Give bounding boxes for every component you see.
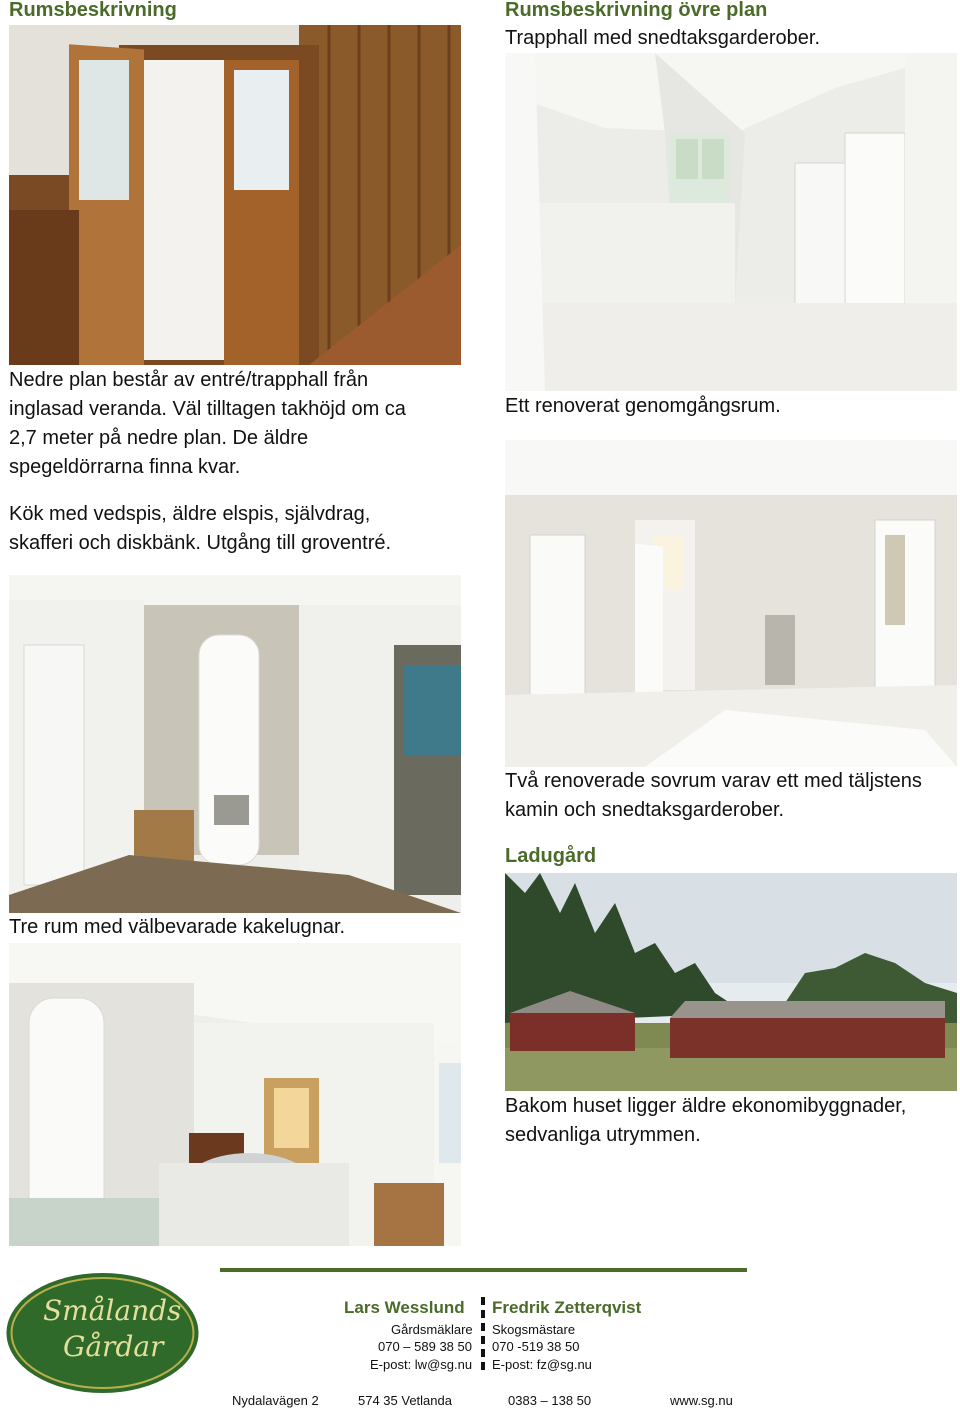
caption-bedrooms (505, 767, 922, 825)
smalands-gardar-logo (5, 1272, 200, 1394)
text-line: Nedre plan består av entré/trapphall från (9, 369, 369, 391)
right-heading: Rumsbeskrivning övre plan (505, 0, 768, 21)
text-line: sedvanliga utrymmen. (505, 1124, 701, 1146)
text-line: 2,7 meter på nedre plan. De äldre (9, 427, 309, 449)
caption-barn (505, 1092, 906, 1150)
caption-tiled-stoves: Tre rum med välbevarade kakelugnar. (9, 916, 346, 938)
photo-kitchen-stove (9, 575, 461, 913)
text-line: Bakom huset ligger äldre ekonomibyggnader, (505, 1095, 907, 1117)
divider-dot (481, 1310, 485, 1318)
photo-upper-stairhall (505, 53, 957, 391)
contact-name-fredrik: Fredrik Zetterqvist (492, 1298, 642, 1317)
footer-web-link[interactable]: www.sg.nu (670, 1393, 733, 1408)
divider-dot (481, 1336, 485, 1344)
photo-room-tiled-stove (9, 943, 461, 1246)
text-line: kamin och snedtaksgarderober. (505, 799, 785, 821)
text-line: Två renoverade sovrum varav ett med täljstens (505, 770, 922, 792)
divider-dot (481, 1349, 485, 1357)
text-line: skafferi och diskbänk. Utgång till groventré. (9, 532, 392, 554)
contact-email-fredrik[interactable]: E-post: fz@sg.nu (492, 1357, 592, 1372)
footer-rule (220, 1268, 747, 1272)
contact-title-lars: Gårdsmäklare (391, 1322, 473, 1337)
barn-heading: Ladugård (505, 845, 597, 867)
logo-line-2: Gårdar (63, 1330, 164, 1363)
divider-dot (481, 1297, 485, 1305)
divider-dot (481, 1323, 485, 1331)
paragraph-lower-floor (9, 366, 406, 482)
caption-stairhall: Trapphall med snedtaksgarderober. (505, 27, 820, 49)
contact-name-lars: Lars Wesslund (344, 1298, 465, 1317)
footer-postal: 574 35 Vetlanda (358, 1393, 452, 1408)
caption-renovated-room: Ett renoverat genomgångsrum. (505, 395, 781, 417)
photo-barn (505, 873, 957, 1091)
paragraph-kitchen (9, 500, 391, 558)
left-heading: Rumsbeskrivning (9, 0, 177, 21)
text-line: Kök med vedspis, äldre elspis, självdrag, (9, 503, 371, 525)
contact-email-lars[interactable]: E-post: lw@sg.nu (370, 1357, 473, 1372)
contact-title-fredrik: Skogsmästare (492, 1322, 576, 1337)
text-line: inglasad veranda. Väl tilltagen takhöjd om ca (9, 398, 406, 420)
footer-phone: 0383 – 138 50 (508, 1393, 592, 1408)
text-line: spegeldörrarna finna kvar. (9, 456, 241, 478)
photo-entrance-stairhall (9, 25, 461, 365)
contact-phone-fredrik: 070 -519 38 50 (492, 1339, 580, 1354)
photo-renovated-room (505, 440, 957, 767)
logo-line-1: Smålands (43, 1294, 182, 1327)
divider-dot (481, 1362, 485, 1370)
contact-phone-lars: 070 – 589 38 50 (378, 1339, 472, 1354)
footer-address: Nydalavägen 2 (232, 1393, 319, 1408)
